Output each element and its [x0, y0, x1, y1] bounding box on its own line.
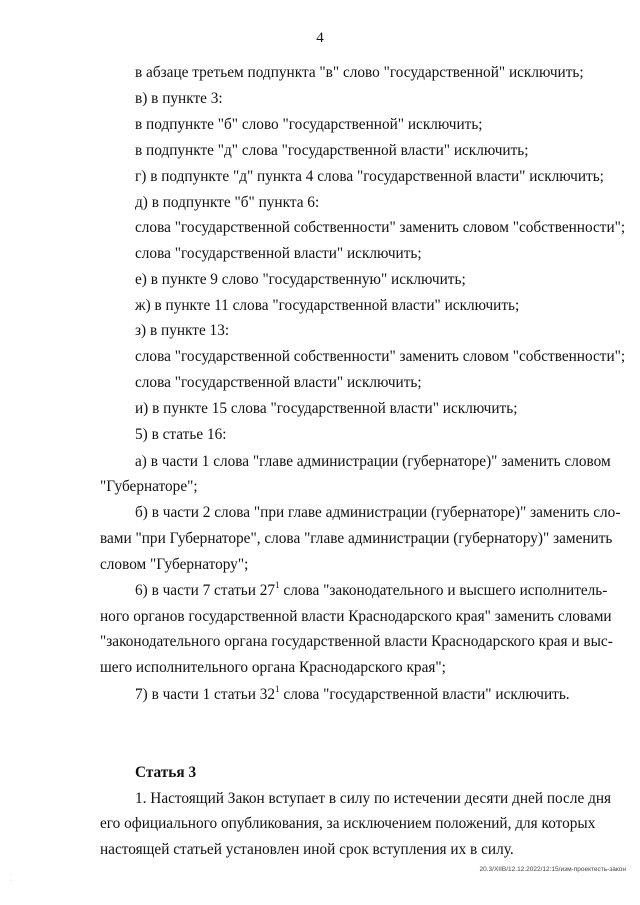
text-line: д) в подпункте "б" пункта 6:	[135, 194, 320, 211]
margin-dots: · ·	[10, 872, 12, 884]
article-text-line: 1. Настоящий Закон вступает в силу по истечении десяти дней после дня	[135, 790, 612, 807]
text-line: "законодательного органа государственной власти Краснодарского края и выс-	[100, 633, 613, 650]
text-line: г) в подпункте "д" пункта 4 слова "государственной власти" исключить;	[135, 168, 604, 185]
text-line: ж) в пункте 11 слова "государственной власти" исключить;	[135, 297, 520, 314]
superscript: 1	[275, 684, 280, 694]
text-line: слова "государственной власти" исключить;	[135, 245, 422, 262]
item-7-text-rest: слова "государственной власти" исключить.	[279, 686, 570, 703]
item-6-text: 6) в части 7 статьи 27	[135, 582, 276, 599]
text-line: в абзаце третьем подпункта "в" слово "государственной" исключить;	[135, 64, 584, 81]
superscript: 1	[275, 580, 280, 590]
item-7-line	[135, 686, 570, 704]
text-line: слова "государственной собственности" заменить словом "собственности";	[135, 219, 626, 236]
text-line: з) в пункте 13:	[135, 322, 230, 339]
text-line: "Губернаторе";	[100, 478, 198, 495]
article-text-line: настоящей статьей установлен иной срок вступления их в силу.	[100, 841, 514, 858]
item-7-text: 7) в части 1 статьи 32	[135, 686, 276, 703]
text-line: слова "государственной власти" исключить;	[135, 374, 422, 391]
footer-code: 20.3/XIIB/12.12.2022/12:15/изм-проектесть-закон	[479, 866, 626, 873]
item-6-text-rest: слова "законодательного и высшего исполнитель-	[279, 582, 608, 599]
text-line: в подпункте "б" слово "государственной" исключить;	[135, 116, 483, 133]
item-6-first-line	[135, 582, 607, 600]
text-line: слова "государственной собственности" заменить словом "собственности";	[135, 348, 626, 365]
text-line: а) в части 1 слова "главе администрации (губернаторе)" заменить словом	[135, 453, 611, 470]
text-line: и) в пункте 15 слова "государственной власти" исключить;	[135, 400, 518, 417]
text-line: в подпункте "д" слова "государственной власти" исключить;	[135, 142, 529, 159]
article-heading: Статья 3	[135, 764, 197, 781]
article-text-line: его официального опубликования, за исключением положений, для которых	[100, 815, 596, 832]
text-line: ного органов государственной власти Краснодарского края" заменить словами	[100, 608, 612, 625]
text-line: вами "при Губернаторе", слова "главе администрации (губернатору)" заменить	[100, 530, 613, 547]
text-line: словом "Губернатору";	[100, 556, 249, 573]
text-line: шего исполнительного органа Краснодарского края";	[100, 659, 446, 676]
text-line: 5) в статье 16:	[135, 426, 227, 443]
page-number: 4	[316, 30, 324, 46]
text-line: б) в части 2 слова "при главе администрации (губернаторе)" заменить сло-	[135, 504, 621, 521]
text-line: е) в пункте 9 слово "государственную" исключить;	[135, 271, 466, 288]
text-line: в) в пункте 3:	[135, 90, 223, 107]
